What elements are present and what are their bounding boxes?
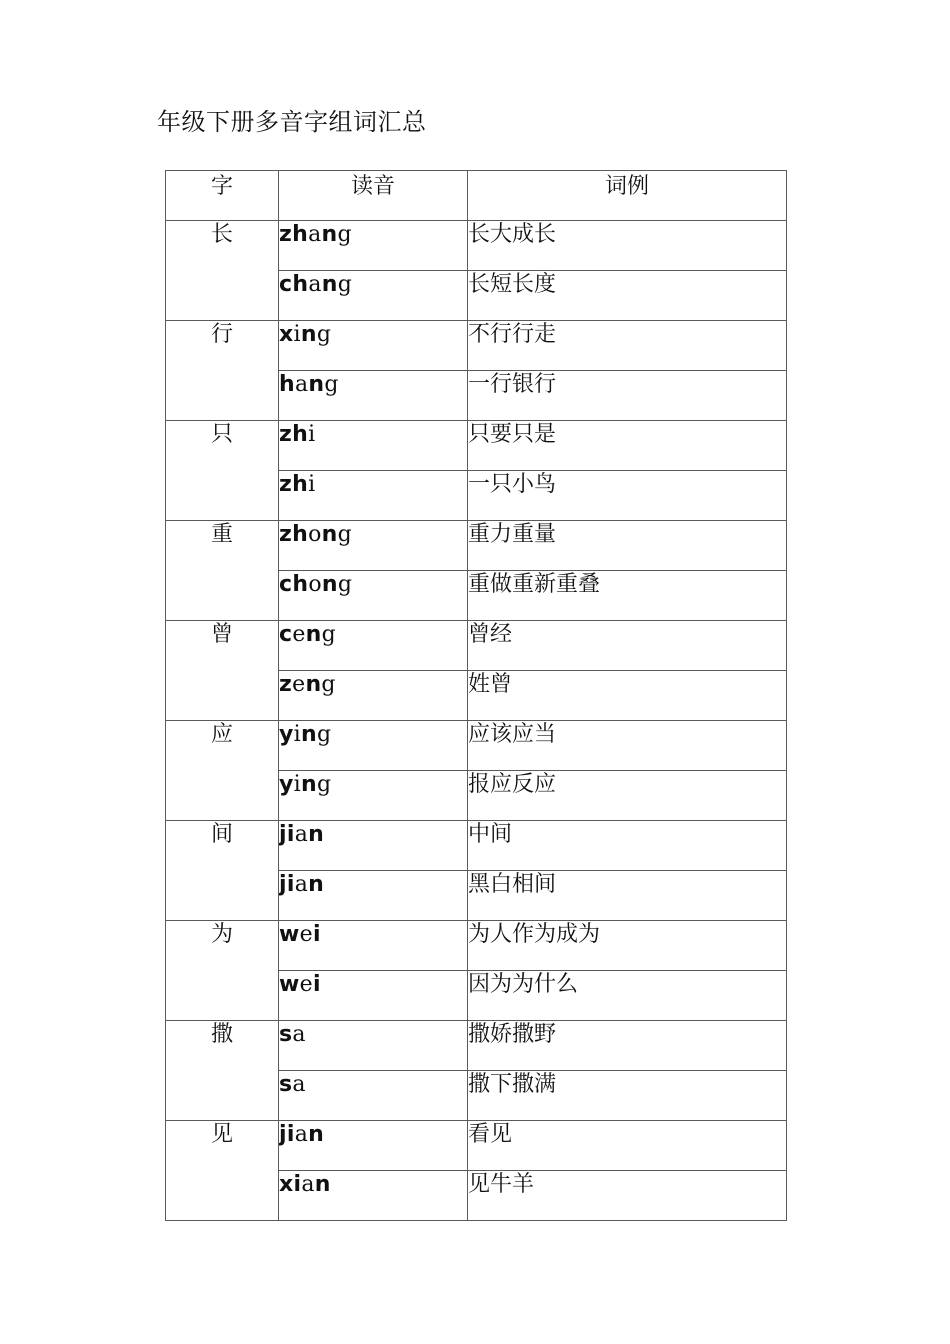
pinyin-part: a bbox=[294, 822, 309, 847]
pinyin-cell bbox=[279, 1171, 468, 1221]
pinyin-cell bbox=[279, 821, 468, 871]
table-row bbox=[166, 421, 787, 471]
character-cell: 行 bbox=[166, 321, 279, 421]
table-row bbox=[166, 521, 787, 571]
pinyin-part: a bbox=[301, 1172, 315, 1197]
pinyin-part: g bbox=[337, 522, 352, 547]
pinyin-part: n bbox=[308, 872, 325, 897]
character-cell: 见 bbox=[166, 1121, 279, 1221]
example-words-cell: 为人作为成为 bbox=[468, 921, 787, 971]
table-body bbox=[166, 221, 787, 1221]
pinyin-cell bbox=[279, 871, 468, 921]
pinyin-part: zh bbox=[279, 422, 309, 447]
table-row bbox=[166, 621, 787, 671]
pinyin-cell bbox=[279, 971, 468, 1021]
example-words-cell: 黑白相间 bbox=[468, 871, 787, 921]
pinyin-part: ji bbox=[279, 1122, 295, 1147]
example-words-cell: 撒下撒满 bbox=[468, 1071, 787, 1121]
table-row bbox=[166, 1121, 787, 1171]
pinyin-part: n bbox=[308, 1122, 325, 1147]
pinyin-part: a bbox=[294, 1122, 309, 1147]
pinyin-part: s bbox=[279, 1022, 293, 1047]
pinyin-cell bbox=[279, 1121, 468, 1171]
pinyin-part: n bbox=[305, 672, 322, 697]
table-header-row bbox=[166, 171, 787, 221]
example-words-cell: 姓曾 bbox=[468, 671, 787, 721]
pinyin-cell bbox=[279, 321, 468, 371]
character-cell: 重 bbox=[166, 521, 279, 621]
header-example-words: 词例 bbox=[468, 171, 787, 221]
character-cell: 长 bbox=[166, 221, 279, 321]
pinyin-part: y bbox=[279, 722, 294, 747]
pinyin-part: g bbox=[324, 372, 339, 397]
pinyin-cell bbox=[279, 1071, 468, 1121]
pinyin-cell bbox=[279, 471, 468, 521]
example-words-cell: 重力重量 bbox=[468, 521, 787, 571]
pinyin-part: g bbox=[321, 622, 337, 647]
pinyin-part: g bbox=[321, 672, 336, 697]
character-cell: 为 bbox=[166, 921, 279, 1021]
character-cell: 应 bbox=[166, 721, 279, 821]
example-words-cell: 长大成长 bbox=[468, 221, 787, 271]
character-cell: 间 bbox=[166, 821, 279, 921]
example-words-cell: 一只小鸟 bbox=[468, 471, 787, 521]
pinyin-part: g bbox=[337, 272, 353, 297]
pinyin-part: n bbox=[321, 222, 338, 247]
pinyin-part: n bbox=[301, 772, 317, 797]
example-words-cell: 一行银行 bbox=[468, 371, 787, 421]
pinyin-part: g bbox=[337, 572, 353, 597]
pinyin-part: s bbox=[279, 1072, 293, 1097]
pinyin-part: n bbox=[305, 622, 322, 647]
table-row bbox=[166, 1021, 787, 1071]
pinyin-part: g bbox=[316, 722, 332, 747]
pinyin-part: n bbox=[308, 372, 325, 397]
pinyin-part: w bbox=[279, 922, 300, 947]
character-cell: 曾 bbox=[166, 621, 279, 721]
pinyin-part: i bbox=[312, 972, 321, 997]
pinyin-part: n bbox=[321, 522, 338, 547]
pinyin-cell bbox=[279, 1021, 468, 1071]
pinyin-cell bbox=[279, 371, 468, 421]
pinyin-part: ji bbox=[279, 822, 295, 847]
pinyin-part: a bbox=[292, 1022, 306, 1047]
document-title: 年级下册多音字组词汇总 bbox=[157, 108, 427, 136]
pinyin-part: ji bbox=[279, 872, 295, 897]
example-words-cell: 曾经 bbox=[468, 621, 787, 671]
pinyin-part: n bbox=[300, 322, 317, 347]
header-pronunciation: 读音 bbox=[279, 171, 468, 221]
example-words-cell: 见牛羊 bbox=[468, 1171, 787, 1221]
pinyin-part: e bbox=[292, 622, 306, 647]
pinyin-part: i bbox=[312, 922, 321, 947]
pinyin-part: n bbox=[301, 722, 317, 747]
pinyin-part: z bbox=[279, 672, 293, 697]
example-words-cell: 报应反应 bbox=[468, 771, 787, 821]
character-cell: 只 bbox=[166, 421, 279, 521]
example-words-cell: 撒娇撒野 bbox=[468, 1021, 787, 1071]
pinyin-cell bbox=[279, 221, 468, 271]
pinyin-part: n bbox=[321, 272, 338, 297]
pinyin-part: zh bbox=[279, 472, 309, 497]
pinyin-cell bbox=[279, 921, 468, 971]
example-words-cell: 长短长度 bbox=[468, 271, 787, 321]
pinyin-part: a bbox=[292, 1072, 306, 1097]
pinyin-part: x bbox=[279, 322, 294, 347]
example-words-cell: 因为为什么 bbox=[468, 971, 787, 1021]
pinyin-cell bbox=[279, 621, 468, 671]
pinyin-part: e bbox=[292, 672, 306, 697]
example-words-cell: 只要只是 bbox=[468, 421, 787, 471]
example-words-cell: 看见 bbox=[468, 1121, 787, 1171]
table-row bbox=[166, 721, 787, 771]
pinyin-part: zh bbox=[279, 522, 309, 547]
pinyin-part: i bbox=[293, 772, 301, 797]
pinyin-part: e bbox=[299, 972, 313, 997]
pinyin-part: zh bbox=[279, 222, 309, 247]
example-words-cell: 应该应当 bbox=[468, 721, 787, 771]
pinyin-part: i bbox=[293, 722, 301, 747]
pinyin-part: g bbox=[316, 772, 332, 797]
character-cell: 撒 bbox=[166, 1021, 279, 1121]
pinyin-cell bbox=[279, 771, 468, 821]
pinyin-part: g bbox=[337, 222, 352, 247]
pinyin-part: a bbox=[294, 372, 309, 397]
pinyin-part: xi bbox=[279, 1172, 302, 1197]
pinyin-cell bbox=[279, 671, 468, 721]
pinyin-part: a bbox=[308, 222, 322, 247]
pinyin-part: c bbox=[279, 622, 293, 647]
pinyin-cell bbox=[279, 571, 468, 621]
pinyin-part: y bbox=[279, 772, 294, 797]
table-row bbox=[166, 321, 787, 371]
example-words-cell: 重做重新重叠 bbox=[468, 571, 787, 621]
pinyin-cell bbox=[279, 721, 468, 771]
polyphone-table bbox=[165, 170, 787, 1221]
pinyin-part: n bbox=[314, 1172, 331, 1197]
pinyin-part: i bbox=[308, 422, 316, 447]
pinyin-part: ch bbox=[279, 572, 309, 597]
example-words-cell: 中间 bbox=[468, 821, 787, 871]
pinyin-cell bbox=[279, 521, 468, 571]
pinyin-cell bbox=[279, 421, 468, 471]
pinyin-part: e bbox=[299, 922, 313, 947]
pinyin-part: h bbox=[279, 372, 295, 397]
table-row bbox=[166, 821, 787, 871]
pinyin-cell bbox=[279, 271, 468, 321]
pinyin-part: w bbox=[279, 972, 300, 997]
pinyin-part: a bbox=[294, 872, 309, 897]
pinyin-part: o bbox=[308, 572, 322, 597]
pinyin-part: g bbox=[316, 322, 332, 347]
table-row bbox=[166, 921, 787, 971]
pinyin-part: o bbox=[308, 522, 322, 547]
example-words-cell: 不行行走 bbox=[468, 321, 787, 371]
pinyin-part: i bbox=[308, 472, 316, 497]
pinyin-part: n bbox=[321, 572, 338, 597]
table-row bbox=[166, 221, 787, 271]
pinyin-part: i bbox=[293, 322, 301, 347]
pinyin-part: ch bbox=[279, 272, 309, 297]
header-character: 字 bbox=[166, 171, 279, 221]
pinyin-part: a bbox=[308, 272, 322, 297]
pinyin-part: n bbox=[308, 822, 325, 847]
